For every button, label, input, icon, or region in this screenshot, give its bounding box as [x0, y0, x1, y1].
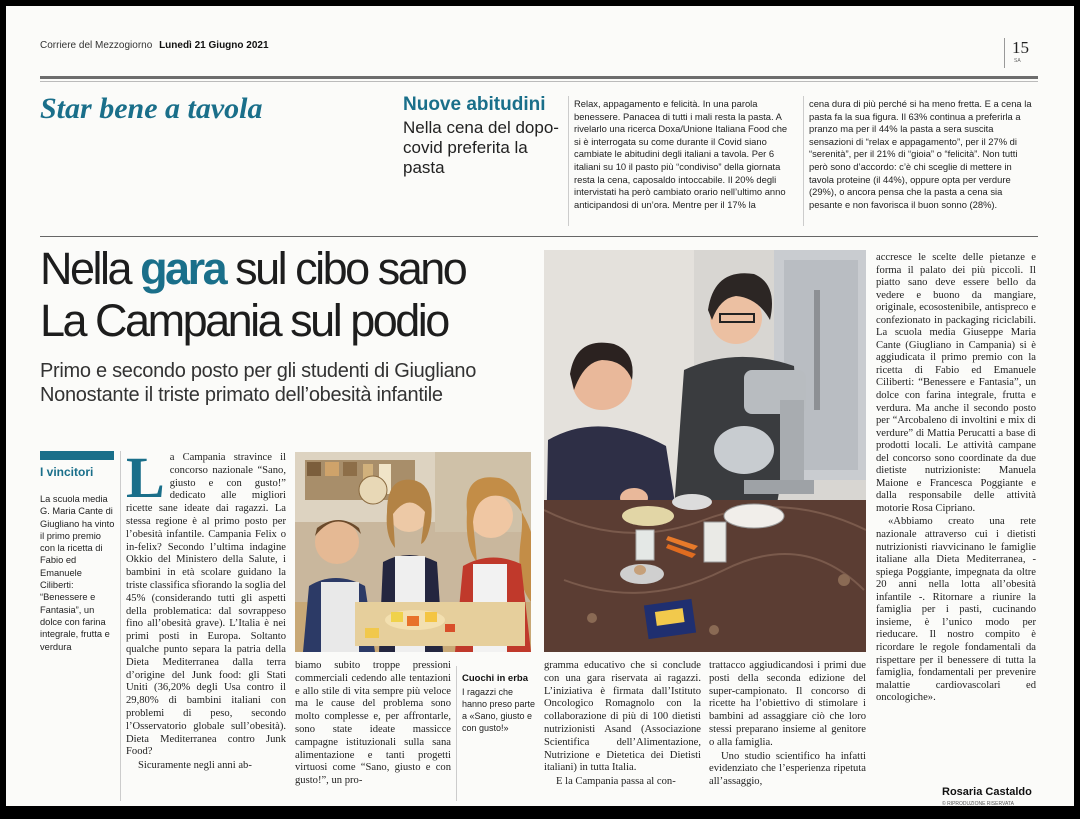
- column-divider: [120, 451, 121, 801]
- article-column-3-text: gramma educativo che si conclude con una gara riservata ai ragazzi. L’iniziativa è firmata dall’Istituto Oncologico Romagnolo con la collaborazione di più di 100 dietisti nutrizionisti Asand (Associazione Scientifica dell’Alimentazione, Nutrizione e Dietetica dei Dietisti italiani) in tutta Italia.: [544, 660, 701, 774]
- deck-line-2: Nonostante il triste primato dell’obesità infantile: [40, 384, 443, 406]
- strip-rule: [40, 236, 1038, 237]
- photo-caption-text: I ragazzi che hanno preso parte a «Sano, giusto e con gusto!»: [462, 687, 536, 733]
- drop-cap: L: [126, 445, 165, 510]
- masthead-rule: [40, 76, 1038, 79]
- article-column-4: [709, 660, 866, 790]
- section-title: Star bene a tavola: [40, 92, 263, 125]
- brief-column-2: cena dura di più perché si ha meno fretta. E a cena la pasta fa la sua figura. Il 63% continua a preferirla a pranzo ma per il 44% la pasta a sera suscita sensazioni di “relax e appagamento”, per il 27% di “serenità”, per il 21% di “gioia” o “felicità”. Non tutti però sono d’accordo: c’è chi sceglie di mettere in tavola proteine (il 44%), oppure opta per verdure (29%), o ancora pensa che la pasta a cena sia pesante e non favorisca il buon sonno (28%).: [809, 98, 1032, 210]
- masthead-divider: [1004, 38, 1005, 68]
- article-column-1: [126, 445, 286, 774]
- caption-divider: [456, 666, 457, 801]
- headline-line-2: La Campania sul podio: [40, 295, 448, 346]
- sidebar-text: La scuola media G. Maria Cante di Giugliano ha vinto il primo premio con la ricetta di Fabio ed Emanuele Ciliberti: “Benessere e Fantasia”, un dolce con farina integrale, frutta e verdura: [40, 494, 115, 652]
- photo-caption-title: Cuochi in erba: [462, 673, 528, 684]
- newspaper-page: [6, 6, 1074, 806]
- article-column-1-tail: Sicuramente negli anni ab-: [138, 760, 252, 772]
- masthead: [40, 40, 269, 51]
- masthead-rule-thin: [40, 81, 1038, 82]
- article-column-4-text: trattacco aggiudicandosi i primi due posti della seconda edizione del super-campionato. Il concorso di ricette ha l’obiettivo di stimolare i bambini ad assaggiare ciò che loro stessi preparano insieme al genitore o alla famiglia.: [709, 660, 866, 748]
- article-column-3: [544, 660, 701, 790]
- photo-boys-cooking: [544, 250, 866, 652]
- headline-keyword: gara: [140, 243, 226, 294]
- brief-divider: [568, 96, 569, 226]
- brief-divider-2: [803, 96, 804, 226]
- issue-date: Lunedì 21 Giugno 2021: [159, 40, 269, 51]
- brief-subtitle: Nella cena del dopo-covid preferita la pasta: [403, 118, 559, 177]
- article-column-5-tail: «Abbiamo creato una rete nazionale attraverso cui i dietisti nutrizionisti riavvicinano le famiglie italiane alla Dieta Mediterranea, - spiega Poggiante, impegnata da oltre 20 anni nella lotta all’obesità infantile -. Ritornare a riunire la famiglia per i pasti, cucinando insieme, è l’unico modo per rieducare. Il nostro compito è ricordare le regole fondamentali da rispettare per il benessere di tutta la famiglia, fondamentali per prevenire malattie cardiovascolari ed oncologiche».: [876, 516, 1036, 704]
- article-column-2: biamo subito troppe pressioni commerciali cedendo alle tentazioni e allo stile di vita sempre più veloce ma le cause del problema sono molto complesse e, per affrontarle, sono state ideate massicce campagne istituzionali sulla sana alimentazione e tanti progetti virtuosi come “Sano, giusto e con gusto!”, un pro-: [295, 660, 451, 787]
- headline-line-1: [40, 244, 465, 294]
- brief-column-1: Relax, appagamento e felicità. In una parola benessere. Panacea di tutti i mali resta la pasta. A rivelarlo una ricerca Doxa/Unione Italiana Food che si è interrogata su come durante il Covid siano cambiate le abitudini degli italiani a tavola. Per 6 italiani su 10 il pasto più “condiviso” della giornata resta la cena, caposaldo intoccabile. Il 20% degli intervistati ha però cambiato orario nell’ultimo anno anticipandosi di un’ora. Mentre per il 17% la: [574, 98, 788, 210]
- article-column-4-tail: Uno studio scientifico ha infatti evidenziato che l’esperienza ripetuta all’assaggio,: [709, 750, 866, 788]
- deck-line-1: Primo e secondo posto per gli studenti di Giugliano: [40, 360, 477, 382]
- article-column-5-text: accresce le scelte delle pietanze e forma il palato dei più piccoli. Il piatto sano deve essere bello da vedere e buono da mangiare, originale, ecosostenibile, antispreco e confezionato in packaging riciclabili. La scuola media Giuseppe Maria Cante (Giugliano in Campania) si è aggiudicata il primo premio con la ricetta di Fabio ed Emanuele Ciliberti: “Benessere e Fantasia”, un dolce con farina integrale, frutta e verdura. Ma anche il secondo posto per “Arcobaleno di involtini e mix di verdure” di Mattia Perucatti a base di prodotti locali. Le attività campane del concorso sono coordinate da due dietiste nutrizioniste: Manuela Maione e Francesca Poggiante e dalla responsabile delle attività motorie Rosa Cipriano.: [876, 252, 1036, 514]
- sidebar-accent-bar: [40, 451, 114, 460]
- photo-kids-illustration: [295, 452, 531, 652]
- photo-boys-illustration: [544, 250, 866, 652]
- author-byline: Rosaria Castaldo: [942, 786, 1032, 798]
- headline-text-b: sul cibo sano: [225, 243, 466, 294]
- headline-text-a: Nella: [40, 243, 141, 294]
- article-column-1-text: a Campania stravince il concorso nazionale “Sano, giusto e con gusto!” dedicato alle migliori ricette sane ideate dai ragazzi. La stessa regione è al primo posto per l’obesità infantile. Campania Felix o in-felix? Secondo l’ultima indagine Okkio del Ministero della Salute, i bambini in età scolare guidano la triste classifica sfiorando la soglia del 45% (considerando tutti gli aspetti della problematica: dal sovrappeso fino all’obesità grave). L’Italia è nei primi posti in Europa. Soltanto qualche punto separa la patria della Dieta Mediterranea dalla terra d’origine del Junk food: gli Stati Uniti (36,20% degli Usa contro il 29,80% di bambini italiani con problemi di peso, secondo l’Osservatorio globale sull’obesità). Dieta Mediterranea contro Junk Food?: [126, 452, 286, 758]
- article-column-5: [876, 252, 1036, 706]
- page-number: 15: [1012, 38, 1029, 57]
- page-sub-label: SA: [1014, 58, 1021, 64]
- sidebar-title: I vincitori: [40, 465, 94, 479]
- photo-kids-cooking: [295, 452, 531, 652]
- copyright-note: © RIPRODUZIONE RISERVATA: [942, 801, 1014, 806]
- article-column-3-tail: E la Campania passa al con-: [556, 776, 676, 788]
- brief-title: Nuove abitudini: [403, 94, 546, 115]
- newspaper-name: Corriere del Mezzogiorno: [40, 40, 153, 51]
